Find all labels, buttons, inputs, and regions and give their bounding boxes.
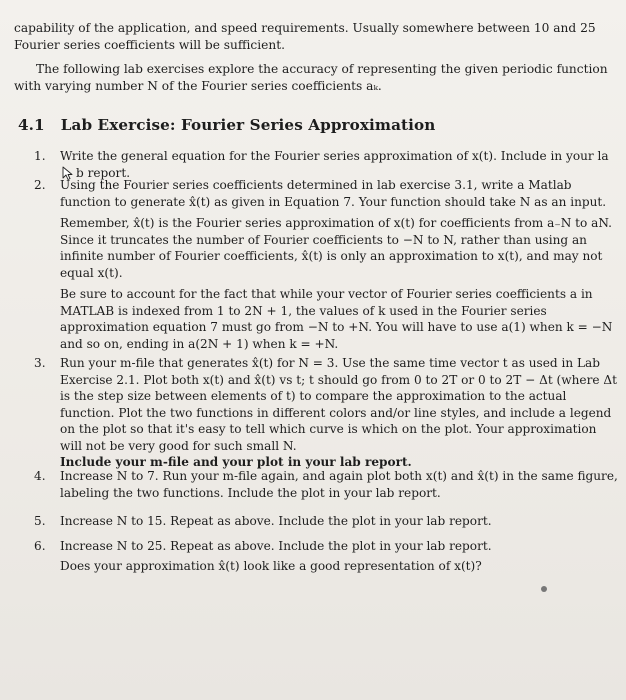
intro-paragraph-2: The following lab exercises explore the accuracy of representing the given periodic function with varying number N of the Fourier series coefficients aₖ. bbox=[14, 62, 608, 93]
intro-paragraph-1: capability of the application, and speed requirements. Usually somewhere between 10 and 25 Fourier series coefficients will be sufficient. bbox=[14, 21, 596, 52]
item-text-part-b: b report. bbox=[76, 165, 131, 180]
item-paragraph-text: Run your m-file that generates x̂(t) for N = 3. Use the same time vector t as used in Lab Exercise 2.1. Plot both x(t) and x̂(t) vs t; t should go from 0 to 2T or 0 to 2T − Δt (where Δt is the step size between elements of t) to compare the approximation to the actual function. Plot the two functions in different colors and/or line styles, and include a legend on the plot so that it's easy to tell which curve is which on the plot. Your approximation will not be very good for such small N. bbox=[60, 356, 617, 453]
section-title: Lab Exercise: Fourier Series Approximation bbox=[60, 116, 436, 134]
list-item-5 bbox=[34, 513, 618, 530]
dot-mark bbox=[541, 586, 547, 592]
item-paragraph: Using the Fourier series coefficients determined in lab exercise 3.1, write a Matlab function to generate x̂(t) as given in Equation 7. Your function should take N as an input. bbox=[60, 178, 607, 209]
item-paragraph: Does your approximation x̂(t) look like a good representation of x(t)? bbox=[60, 558, 482, 573]
item-paragraph: Remember, x̂(t) is the Fourier series approximation of x(t) for coefficients from a₋N to aN. Since it truncates the number of Fourier coefficients to −N to N, rather than using an infinite number of Fourier coefficients, x̂(t) is only an approximation to x(t), and may not equal x(t). bbox=[60, 216, 612, 280]
item-paragraph: Be sure to account for the fact that while your vector of Fourier series coefficients a in MATLAB is indexed from 1 to 2N + 1, the values of k used in the Fourier series approximation equation 7 must go from −N to +N. You will have to use a(1) when k = −N and so on, ending in a(2N + 1) when k = +N. bbox=[60, 287, 613, 351]
item-number: 5. bbox=[34, 514, 46, 528]
item-number: 1. bbox=[34, 149, 46, 163]
list-item-4 bbox=[34, 468, 618, 501]
list-item-2 bbox=[34, 177, 618, 352]
section-number: 4.1 bbox=[18, 116, 45, 134]
item-number: 6. bbox=[34, 539, 46, 553]
item-paragraph bbox=[60, 355, 618, 471]
item-paragraph: Increase N to 25. Repeat as above. Include the plot in your lab report. bbox=[60, 539, 492, 553]
item-paragraph: Increase N to 15. Repeat as above. Include the plot in your lab report. bbox=[60, 514, 492, 528]
item-paragraph: Increase N to 7. Run your m-file again, and again plot both x(t) and x̂(t) in the same figure, labeling the two functions. Include the plot in your lab report. bbox=[60, 469, 618, 500]
list-item-3 bbox=[34, 355, 618, 471]
list-item-6 bbox=[34, 538, 618, 574]
item-number: 4. bbox=[34, 469, 46, 483]
item-text-part-a: Write the general equation for the Fourier series approximation of x(t). Include in your la bbox=[60, 149, 609, 163]
section-heading bbox=[18, 116, 435, 134]
item-number: 2. bbox=[34, 178, 46, 192]
item-number: 3. bbox=[34, 356, 46, 370]
item-bold-instruction: Include your m-file and your plot in your lab report. bbox=[60, 455, 412, 469]
